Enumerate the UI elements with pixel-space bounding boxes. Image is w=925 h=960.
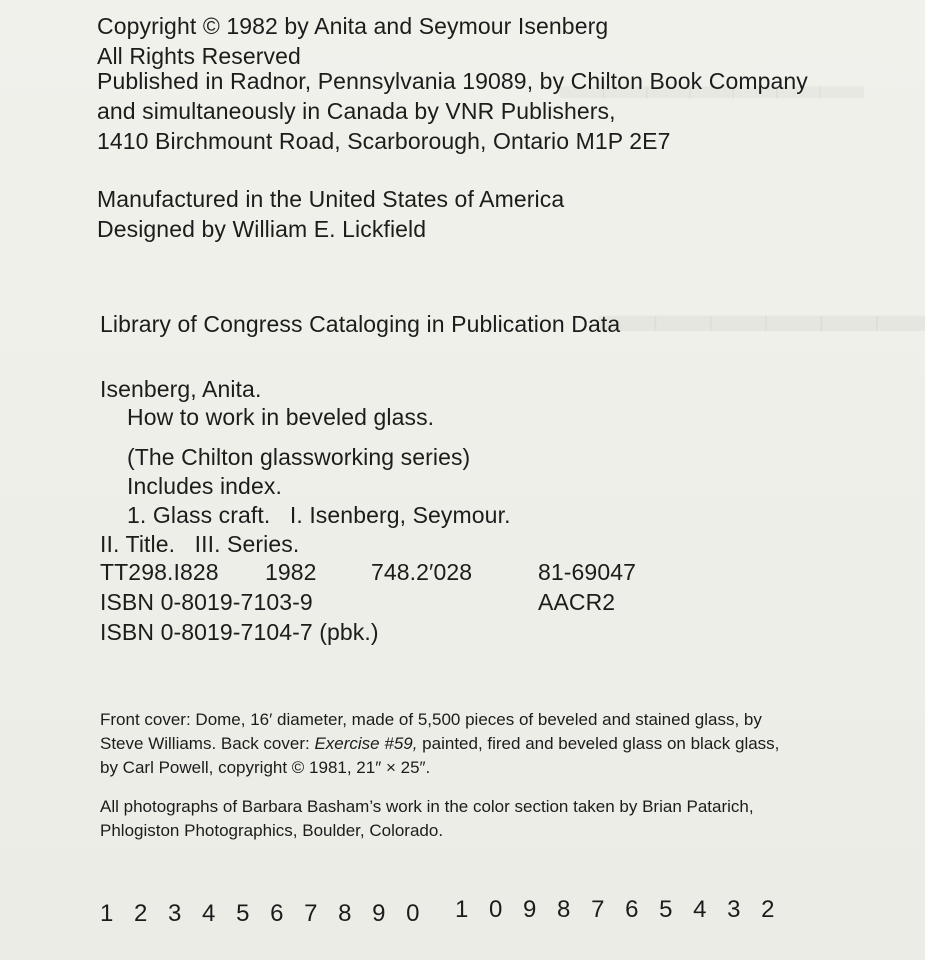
publisher-line: Published in Radnor, Pennsylvania 19089, by Chilton Book Company	[97, 68, 808, 94]
cip-isbn-paperback: ISBN 0-8019-7104-7 (pbk.)	[100, 619, 379, 645]
printing-year-numbers: 1 0 9 8 7 6 5 4 3 2	[455, 896, 782, 923]
back-cover-credit-artist: by Carl Powell, copyright © 1981, 21″ × 25″.	[100, 758, 431, 777]
cip-lccn: 81-69047	[538, 559, 636, 585]
address-line: 1410 Birchmount Road, Scarborough, Ontario M1P 2E7	[97, 128, 671, 154]
bleed-through-shadow	[600, 270, 925, 377]
cip-year: 1982	[265, 559, 317, 585]
photo-credit: All photographs of Barbara Basham’s work in the color section taken by Brian Patarich,	[100, 797, 754, 816]
canada-publisher-line: and simultaneously in Canada by VNR Publishers,	[97, 98, 616, 124]
cip-aacr: AACR2	[538, 589, 616, 615]
designer-line: Designed by William E. Lickfield	[97, 216, 427, 242]
manufactured-line: Manufactured in the United States of America	[97, 186, 565, 212]
copyright-line: Copyright © 1982 by Anita and Seymour Isenberg	[97, 13, 609, 39]
back-cover-credit-suffix: painted, fired and beveled glass on black glass,	[417, 734, 780, 753]
back-cover-credit-prefix: Steve Williams. Back cover:	[100, 734, 315, 753]
photo-credit-studio: Phlogiston Photographics, Boulder, Colorado.	[100, 821, 444, 840]
cip-author: Isenberg, Anita.	[100, 376, 262, 402]
back-cover-credit	[100, 734, 779, 754]
front-cover-credit: Front cover: Dome, 16′ diameter, made of 5,500 pieces of beveled and stained glass, by	[100, 710, 762, 729]
cip-dewey: 748.2′028	[371, 559, 473, 585]
cip-added-entries: II. Title. III. Series.	[100, 531, 300, 557]
cip-index-note: Includes index.	[127, 473, 282, 499]
cip-title: How to work in beveled glass.	[127, 404, 435, 430]
cip-subjects: 1. Glass craft. I. Isenberg, Seymour.	[127, 502, 511, 528]
cip-series-note: (The Chilton glassworking series)	[127, 444, 471, 470]
cip-call-number: TT298.I828	[100, 559, 219, 585]
cip-heading: Library of Congress Cataloging in Publication Data	[100, 311, 621, 337]
rights-line: All Rights Reserved	[97, 43, 301, 69]
printing-impression-numbers: 1 2 3 4 5 6 7 8 9 0	[100, 900, 427, 927]
back-cover-artwork-title: Exercise #59,	[314, 734, 418, 753]
cip-isbn-cloth: ISBN 0-8019-7103-9	[100, 589, 313, 615]
